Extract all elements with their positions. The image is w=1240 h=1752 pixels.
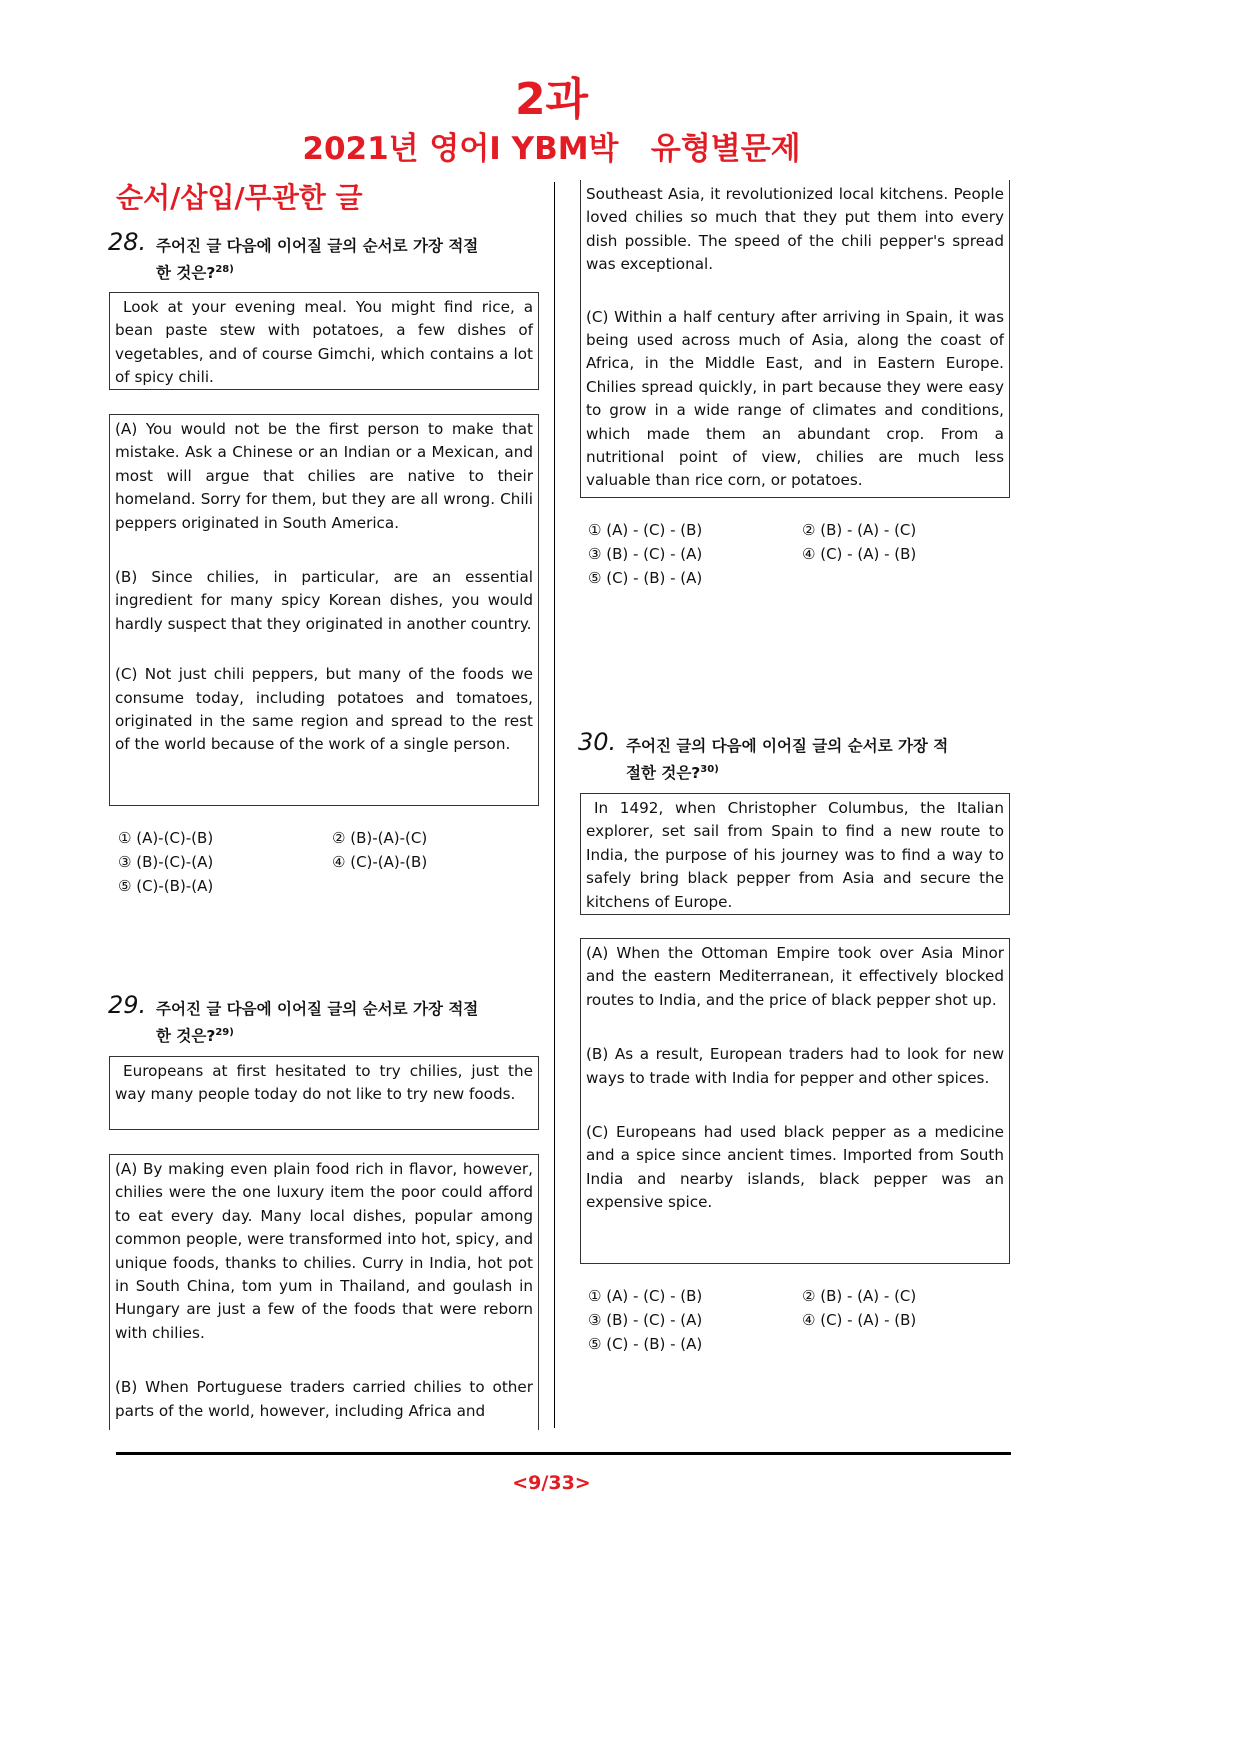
question-number: 30.	[578, 728, 617, 756]
paragraph-c: (C) Europeans had used black pepper as a medicine and a spice since ancient times. Imported from South India and nearby islands, black pepper was an expensive spice.	[586, 1123, 1004, 1212]
paragraph-a: (A) You would not be the first person to make that mistake. Ask a Chinese or an Indian or a Mexican, and most will argue that chilies are native to their homeland. Sorry for them, but they are all wrong. Chili peppers originated in South America.	[115, 420, 533, 532]
q30-choices	[588, 1284, 916, 1356]
paragraph-a: (A) By making even plain food rich in flavor, however, chilies were the one luxury item the poor could afford to eat every day. Many local dishes, popular among common people, were transformed into hot, spicy, and unique foods, thanks to chilies. Curry in India, hot pot in South China, tom yum in Thailand, and goulash in Hungary are just a few of the foods that were reborn with chilies.	[115, 1160, 534, 1342]
q29-choices	[588, 518, 916, 590]
q29-paragraphs-box-part1	[109, 1154, 539, 1430]
choice-5[interactable]: ⑤ (C) - (B) - (A)	[588, 569, 703, 587]
footnote-marker: 29)	[215, 1027, 234, 1038]
choice-2[interactable]: ② (B) - (A) - (C)	[802, 521, 917, 539]
choice-3[interactable]: ③ (B) - (C) - (A)	[588, 545, 703, 563]
question-stem-line1: 주어진 글 다음에 이어질 글의 순서로 가장 적절	[156, 1000, 479, 1018]
paragraph-b-start: (B) When Portuguese traders carried chilies to other parts of the world, however, including Africa and	[115, 1378, 533, 1420]
page-header	[0, 74, 1103, 170]
question-number: 29.	[108, 991, 147, 1019]
question-30-stem	[578, 728, 1008, 785]
choice-4[interactable]: ④ (C) - (A) - (B)	[802, 545, 917, 563]
q30-given-passage	[580, 793, 1010, 915]
given-text: Europeans at first hesitated to try chilies, just the way many people today do not like to try new foods.	[115, 1062, 533, 1104]
choice-1[interactable]: ① (A) - (C) - (B)	[588, 1287, 703, 1305]
document-title: 2021년 영어Ⅰ YBM박 유형별문제	[302, 131, 801, 167]
choice-5[interactable]: ⑤ (C) - (B) - (A)	[588, 1335, 703, 1353]
choice-2[interactable]: ② (B) - (A) - (C)	[802, 1287, 917, 1305]
question-stem-line2: 한 것은?	[156, 264, 216, 283]
q29-given-passage	[109, 1056, 539, 1130]
choice-1[interactable]: ① (A) - (C) - (B)	[588, 521, 703, 539]
paragraph-b: (B) Since chilies, in particular, are an essential ingredient for many spicy Korean dishes, you would hardly suspect that they originated in another country.	[115, 568, 533, 633]
choice-4[interactable]: ④ (C) - (A) - (B)	[802, 1311, 917, 1329]
q28-given-passage	[109, 292, 539, 390]
question-28-stem	[108, 228, 538, 285]
paragraph-b-continued: Southeast Asia, it revolutionized local kitchens. People loved chilies so much that they put them into every dish possible. The speed of the chili pepper's spread was exceptional.	[586, 185, 1004, 274]
paragraph-c: (C) Not just chili peppers, but many of the foods we consume today, including potatoes and tomatoes, originated in the same region and spread to the rest of the world because of the work of a single person.	[115, 665, 533, 754]
section-title: 순서/삽입/무관한 글	[116, 181, 363, 214]
paragraph-a: (A) When the Ottoman Empire took over Asia Minor and the eastern Mediterranean, it effectively blocked routes to India, and the price of black pepper shot up.	[586, 944, 1004, 1009]
q28-paragraphs-box	[109, 414, 539, 806]
paragraph-c: (C) Within a half century after arriving in Spain, it was being used across much of Asia, along the coast of Africa, in the Middle East, and in Eastern Europe. Chilies spread quickly, in part because they were easy to grow in a wide range of climates and conditions, which made them an abundant crop. From a nutritional point of view, chilies are much less valuable than rice corn, or potatoes.	[586, 307, 1004, 490]
paragraph-b: (B) As a result, European traders had to look for new ways to trade with India for pepper and other spices.	[586, 1045, 1004, 1087]
question-stem-line2: 한 것은?	[156, 1027, 216, 1046]
question-stem-line2: 절한 것은?	[626, 764, 701, 783]
q30-paragraphs-box	[580, 938, 1010, 1264]
question-number: 28.	[108, 228, 147, 256]
question-stem-line1: 주어진 글 다음에 이어질 글의 순서로 가장 적절	[156, 237, 479, 255]
footnote-marker: 30)	[700, 764, 719, 775]
page-number: <9/33>	[512, 1472, 591, 1494]
choice-3[interactable]: ③ (B) - (C) - (A)	[588, 1311, 703, 1329]
choice-5[interactable]: ⑤ (C)-(B)-(A)	[118, 877, 214, 895]
footer-rule	[116, 1452, 1011, 1455]
footnote-marker: 28)	[215, 264, 234, 275]
choice-1[interactable]: ① (A)-(C)-(B)	[118, 829, 214, 847]
given-text: Look at your evening meal. You might find rice, a bean paste stew with potatoes, a few dishes of vegetables, and of course Gimchi, which contains a lot of spicy chili.	[115, 298, 533, 387]
chapter-title: 2과	[514, 74, 589, 125]
q29-paragraphs-box-part2	[580, 180, 1010, 498]
question-stem-line1: 주어진 글의 다음에 이어질 글의 순서로 가장 적	[626, 737, 949, 755]
given-text: In 1492, when Christopher Columbus, the Italian explorer, set sail from Spain to find a new route to India, the purpose of his journey was to find a way to safely bring black pepper from Asia and secure the kitchens of Europe.	[586, 799, 1004, 911]
column-divider	[554, 182, 555, 1428]
choice-3[interactable]: ③ (B)-(C)-(A)	[118, 853, 214, 871]
choice-2[interactable]: ② (B)-(A)-(C)	[332, 829, 428, 847]
choice-4[interactable]: ④ (C)-(A)-(B)	[332, 853, 428, 871]
q28-choices	[118, 826, 427, 898]
question-29-stem	[108, 991, 538, 1048]
